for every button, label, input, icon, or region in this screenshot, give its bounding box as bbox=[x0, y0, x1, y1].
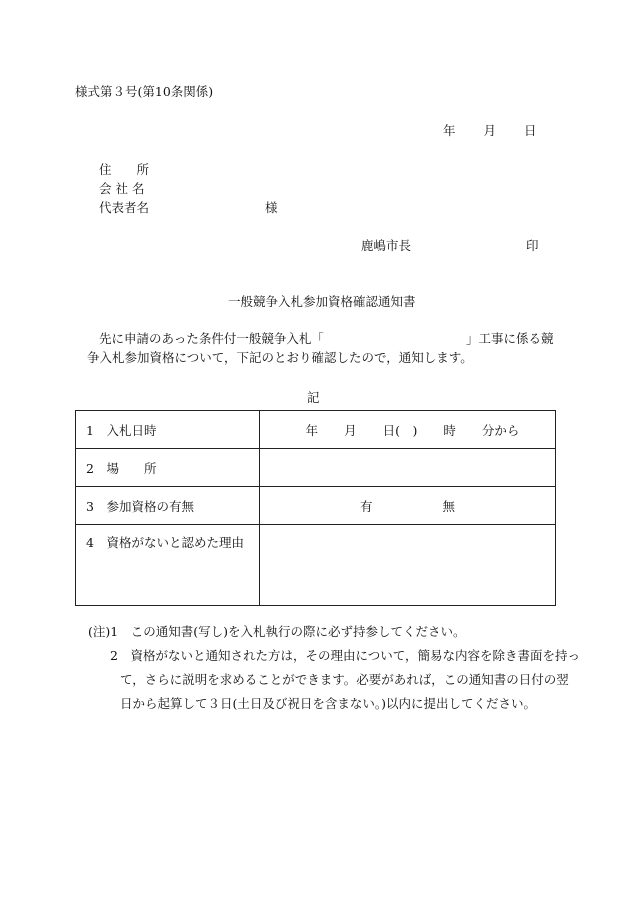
value-minute: 分から bbox=[481, 422, 520, 438]
value-year: 年 bbox=[305, 422, 319, 438]
body-line2: 争入札参加資格について，下記のとおり確認したので，通知します。 bbox=[87, 350, 473, 365]
company-label: 会 社 名 bbox=[99, 181, 145, 196]
details-table bbox=[75, 410, 556, 606]
row-label-date: 1 入札日時 bbox=[76, 411, 260, 449]
date-day-label: 日 bbox=[524, 123, 537, 138]
address-label: 住 所 bbox=[99, 162, 150, 177]
document-title: 一般競争入札参加資格確認通知書 bbox=[228, 294, 416, 309]
table-row bbox=[76, 411, 556, 449]
honorific: 様 bbox=[265, 200, 278, 215]
note-1: (注)1 この通知書(写し)を入札執行の際に必ず持参してください。 bbox=[88, 624, 466, 639]
date-line bbox=[443, 121, 537, 139]
value-hour: 時 bbox=[443, 422, 456, 438]
row-value-reason bbox=[260, 525, 556, 606]
value-day: 日( ) bbox=[382, 422, 418, 438]
row-value-place bbox=[260, 449, 556, 487]
representative-label: 代表者名 bbox=[99, 200, 150, 215]
form-number: 様式第３号(第10条関係) bbox=[75, 84, 214, 99]
note-2-line-3: 日から起算して３日(土日及び祝日を含まない。)以内に提出してください。 bbox=[120, 696, 537, 711]
seal-mark: 印 bbox=[526, 238, 539, 253]
row-value-eligibility bbox=[260, 487, 556, 525]
row-label-reason: 4 資格がないと認めた理由 bbox=[76, 525, 260, 606]
value-month: 月 bbox=[344, 422, 357, 438]
row-label-place: 2 場 所 bbox=[76, 449, 260, 487]
row-label-eligibility: 3 参加資格の有無 bbox=[76, 487, 260, 525]
body-line1-start: 先に申請のあった条件付一般競争入札「 bbox=[99, 331, 324, 346]
table-row bbox=[76, 487, 556, 525]
table-row bbox=[76, 525, 556, 606]
note-2-line-1: 2 資格がないと通知された方は，その理由について，簡易な内容を除き書面を持っ bbox=[110, 648, 580, 663]
row-value-date bbox=[260, 411, 556, 449]
sender-title: 鹿嶋市長 bbox=[361, 238, 412, 253]
body-line1-end: 」工事に係る競 bbox=[466, 331, 554, 346]
value-yes: 有 bbox=[359, 498, 373, 514]
ki-heading: 記 bbox=[307, 390, 320, 405]
note-2-line-2: て，さらに説明を求めることができます。必要があれば，この通知書の日付の翌 bbox=[120, 672, 569, 687]
value-no: 無 bbox=[442, 498, 455, 514]
table-row bbox=[76, 449, 556, 487]
date-year-label: 年 bbox=[443, 123, 456, 138]
date-month-label: 月 bbox=[483, 123, 497, 138]
